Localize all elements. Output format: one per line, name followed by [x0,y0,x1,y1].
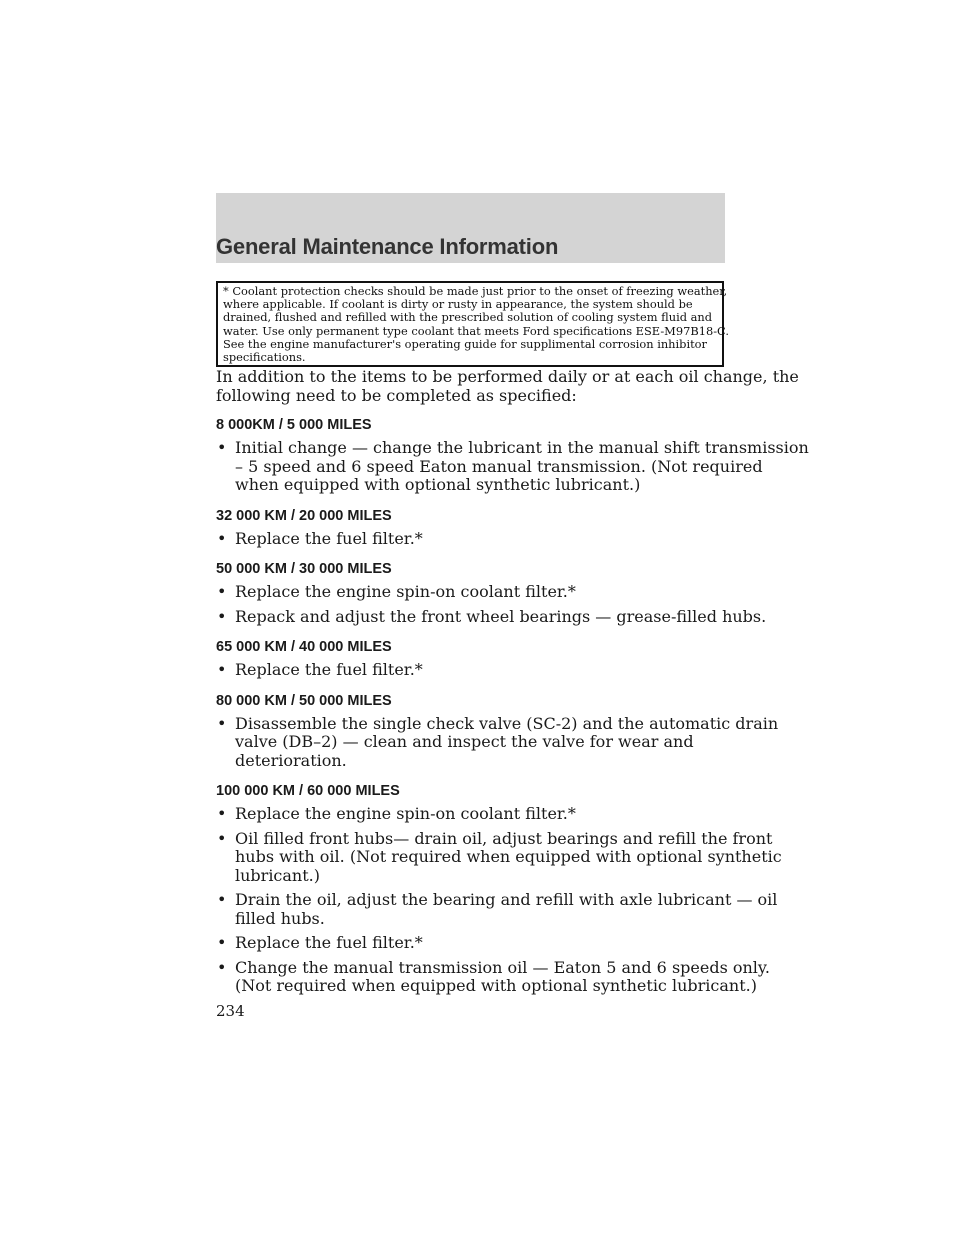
maintenance-section [216,638,736,680]
maintenance-section [216,692,779,771]
item-line: Repack and adjust the front wheel bearings — grease-filled hubs. [235,606,767,626]
note-line: specifications. [223,350,306,365]
item-line: when equipped with optional synthetic lubricant.) [235,475,641,494]
section-heading: 50 000 KM / 30 000 MILES [216,561,392,577]
maintenance-section [216,507,736,549]
bullet-icon: • [217,957,227,977]
maintenance-content [216,367,809,1008]
page-number: 234 [216,1002,245,1020]
maintenance-section [216,416,809,495]
bullet-icon: • [217,828,227,848]
maintenance-sections [216,416,809,996]
section-heading: 100 000 KM / 60 000 MILES [216,783,400,799]
item-line: – 5 speed and 6 speed Eaton manual transmission. (Not required [235,456,763,476]
note-line: * Coolant protection checks should be made just prior to the onset of freezing weather, [223,284,728,298]
list-item [216,606,767,627]
item-line: Replace the engine spin-on coolant filter.* [235,804,576,823]
intro-line: In addition to the items to be performed daily or at each oil change, the [216,367,799,386]
item-line: filled hubs. [235,908,325,928]
list-item [216,530,736,549]
bullet-icon: • [217,933,227,952]
section-heading: 80 000 KM / 50 000 MILES [216,692,392,709]
item-line: Replace the fuel filter.* [235,660,423,679]
list-item [216,438,809,495]
list-item [216,934,736,953]
list-item [216,828,782,886]
item-line: Disassemble the single check valve (SC-2) and the automatic drain [235,713,779,733]
item-line: (Not required when equipped with optional synthetic lubricant.) [235,976,757,995]
note-line: See the engine manufacturer's operating guide for supplimental corrosion inhibitor [223,336,707,351]
item-line: Oil filled front hubs— drain oil, adjust bearings and refill the front [235,828,773,848]
list-item [216,957,770,996]
list-item [216,805,736,824]
intro-line: following need to be completed as specified: [216,385,577,405]
bullet-icon: • [217,582,227,601]
intro-paragraph [216,367,799,405]
note-line: drained, flushed and refilled with the prescribed solution of cooling system fluid and [223,310,713,325]
section-heading: 32 000 KM / 20 000 MILES [216,507,392,524]
bullet-icon: • [217,606,227,626]
bullet-icon: • [217,890,227,909]
item-line: lubricant.) [235,865,320,885]
list-item [216,583,736,602]
bullet-icon: • [217,528,227,548]
list-item [216,890,778,928]
list-item [216,713,779,771]
page-title: General Maintenance Information [216,234,559,259]
bullet-icon: • [217,438,227,457]
coolant-note-box [216,281,729,367]
item-line: deterioration. [235,750,347,770]
list-item [216,661,736,680]
note-line: where applicable. If coolant is dirty or rusty in appearance, the system should be [223,297,693,312]
maintenance-section [216,782,782,996]
item-line: hubs with oil. (Not required when equipped with optional synthetic [235,847,782,866]
bullet-icon: • [217,660,227,679]
section-heading: 8 000KM / 5 000 MILES [216,417,372,433]
item-line: Replace the fuel filter.* [235,528,423,548]
item-line: Replace the fuel filter.* [235,933,423,952]
note-line: water. Use only permanent type coolant that meets Ford specifications ESE-M97B18-C. [223,323,729,338]
item-line: Change the manual transmission oil — Eaton 5 and 6 speeds only. [235,957,770,977]
item-line: Drain the oil, adjust the bearing and refill with axle lubricant — oil [235,890,778,909]
item-line: Initial change — change the lubricant in the manual shift transmission [235,438,809,457]
section-heading: 65 000 KM / 40 000 MILES [216,639,392,655]
bullet-icon: • [217,804,227,823]
item-line: Replace the engine spin-on coolant filter.* [235,582,576,601]
maintenance-section [216,560,767,626]
bullet-icon: • [217,713,227,733]
item-line: valve (DB–2) — clean and inspect the valve for wear and [235,732,694,751]
